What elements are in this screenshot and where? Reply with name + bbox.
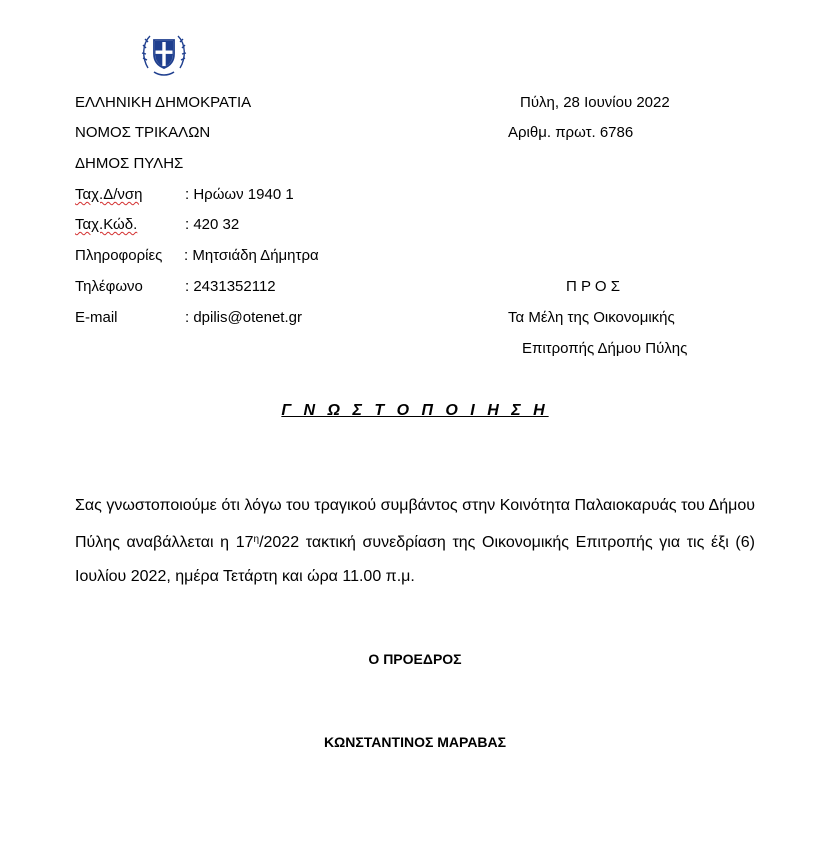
org-line-municipality: ΔΗΜΟΣ ΠΥΛΗΣ xyxy=(75,155,184,172)
ordinal-superscript: η xyxy=(253,534,260,545)
contact-value-email: : dpilis@otenet.gr xyxy=(185,309,302,326)
org-line-republic: ΕΛΛΗΝΙΚΗ ΔΗΜΟΚΡΑΤΙΑ xyxy=(75,94,252,111)
contact-label-address: Ταχ.Δ/νση xyxy=(75,186,143,203)
recipient-line-1: Τα Μέλη της Οικονομικής xyxy=(508,309,675,326)
contact-value-phone: : 2431352112 xyxy=(185,278,276,295)
signature-role: Ο ΠΡΟΕΔΡΟΣ xyxy=(368,651,462,667)
contact-label-phone: Τηλέφωνο xyxy=(75,278,143,295)
body-text-part-2: /2022 τακτική συνεδρίαση της Οικονομικής Επιτροπής για τις έξι (6) Ιουλίου 2022, ημέρα Τετάρτη και ώρα 11.00 π.μ. xyxy=(75,534,755,585)
protocol-number: Αριθμ. πρωτ. 6786 xyxy=(508,124,634,141)
contact-value-postcode: : 420 32 xyxy=(185,216,240,233)
signature-name: ΚΩΝΣΤΑΝΤΙΝΟΣ ΜΑΡΑΒΑΣ xyxy=(323,734,507,750)
body-text-part-1: Σας γνωστοποιούμε ότι λόγω του τραγικού συμβάντος στην Κοινότητα Παλαιοκαρυάς του Δήμου Πύλης αναβάλλεται η 17 xyxy=(75,497,755,551)
contact-label-info: Πληροφορίες xyxy=(75,247,163,264)
contact-label-email: E-mail xyxy=(75,309,118,326)
body-paragraph xyxy=(75,489,755,594)
greek-coat-of-arms-icon xyxy=(140,28,188,80)
contact-value-address: : Ηρώων 1940 1 xyxy=(185,186,294,203)
recipient-line-2: Επιτροπής Δήμου Πύλης xyxy=(522,340,688,357)
org-line-prefecture: ΝΟΜΟΣ ΤΡΙΚΑΛΩΝ xyxy=(75,124,211,141)
contact-label-postcode: Ταχ.Κώδ. xyxy=(75,216,138,233)
contact-value-info: : Μητσιάδη Δήμητρα xyxy=(184,247,319,264)
document-date: Πύλη, 28 Ιουνίου 2022 xyxy=(520,94,670,111)
recipient-heading: Π Ρ Ο Σ xyxy=(566,278,621,295)
page-title: Γ Ν Ω Σ Τ Ο Π Ο Ι Η Σ Η xyxy=(281,402,549,419)
